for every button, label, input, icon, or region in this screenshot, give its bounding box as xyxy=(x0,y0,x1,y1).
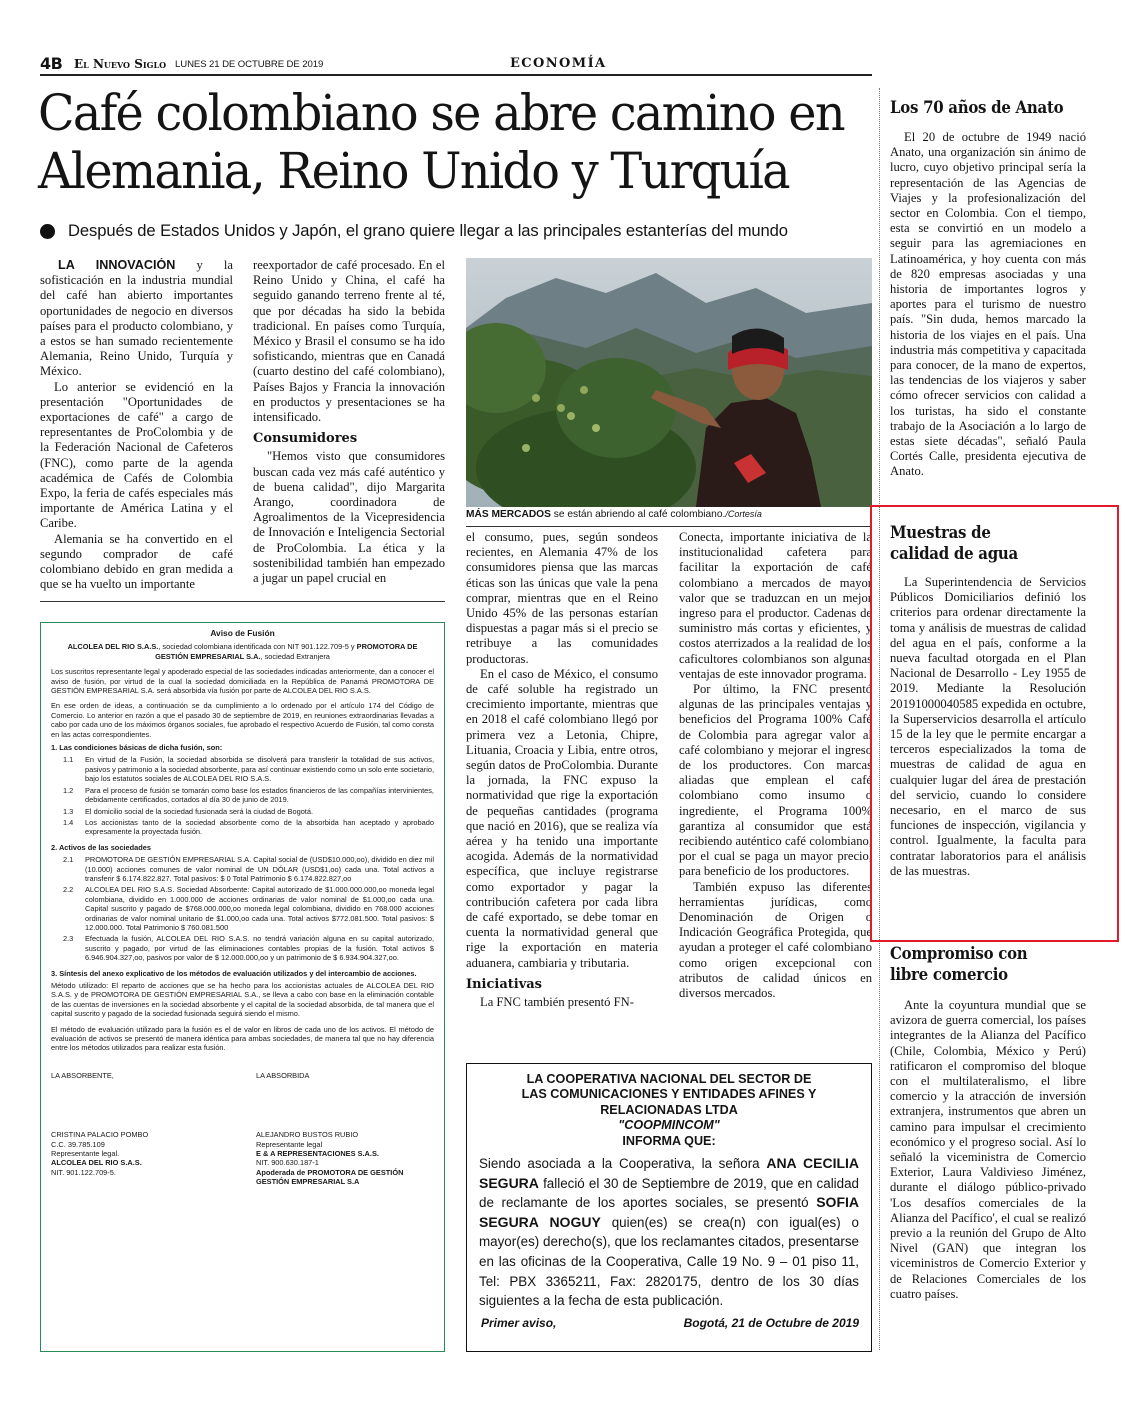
comercio-body xyxy=(890,998,1086,1350)
coop-line-3: RELACIONADAS LTDA xyxy=(600,1102,738,1117)
notice-item-text: Los accionistas tanto de la sociedad absorbente como de la absorbida han aceptado y aprobado expresamente la proyectada fusión. xyxy=(85,817,434,837)
notice-section-1-title: 1. Las condiciones básicas de dicha fusión, son: xyxy=(51,743,223,753)
deck-text: Después de Estados Unidos y Japón, el grano quiere llegar a las principales estanterías del mundo xyxy=(68,221,788,240)
coop-text-2: falleció el 30 de Septiembre de 2019, que en calidad de reclamante de los aportes sociales, se presentó xyxy=(479,1175,859,1211)
coffee-picker-image xyxy=(466,258,872,507)
column-rule xyxy=(466,526,872,527)
agua-title-line-1: Muestras de xyxy=(890,523,991,543)
anato-title: Los 70 años de Anato xyxy=(890,98,1064,118)
deck xyxy=(40,221,880,243)
signature-line: NIT. 900.630.187-1 xyxy=(256,1158,319,1168)
signature-left xyxy=(51,1130,256,1186)
newspaper-name: El Nuevo Siglo xyxy=(74,57,167,71)
sig-left-label: LA ABSORBENTE, xyxy=(51,1070,114,1080)
notice-intro-2: , sociedad Extranjera xyxy=(260,651,330,661)
notice-intro-1: , sociedad colombiana identificada con NIT 901.122.709-5 y xyxy=(158,642,357,652)
col2-paragraph-1: reexportador de café procesado. En el Reino Unido y China, el café ha seguido ganando terreno frente al té, que por décadas ha sido la bebida tradicional. En países como Turquía, México y Brasil el consumo se ha ido sofisticando, mientras que en Canadá (cuarto destino del café colombiano), Países Bajos y Francia la innovación en productos y presentaciones se ha intensificado. xyxy=(253,258,445,425)
notice-section-2-list xyxy=(51,855,434,962)
notice-item-number: 1.2 xyxy=(63,785,74,795)
col2-paragraph-2: "Hemos visto que consumidores buscan cada vez más café auténtico y de buena calidad", dijo Margarita Arango, coordinadora de Agroalimentos de la Vicepresidencia de Innovación e Inteligencia Sectorial de ProColombia. La ética y la sostenibilidad también han empezado a jugar un papel crucial en xyxy=(253,449,445,586)
deck-bullet-icon xyxy=(40,224,55,239)
notice-list-item xyxy=(51,807,434,816)
coopmincom-notice xyxy=(466,1063,872,1352)
col4-paragraph-3: También expuso las diferentes herramientas jurídicas, como Denominación de Origen o Indicación Geográfica Protegida, que ayudan a proteger el café colombiano como origen excepcional con atributos de calidad únicos en diversos mercados. xyxy=(679,879,872,1001)
sidebar-anato xyxy=(890,98,1086,500)
notice-company-1: ALCOLEA DEL RIO S.A.S. xyxy=(67,642,159,652)
notice-paragraph-4: El método de evaluación utilizado para la fusión es el de valor en libros de cada uno de los activos. El método de evaluación de activos se presentó de manera idéntica para ambas sociedades, de manera tal que no hay diferencia entre los métodos utilizados para realizar esta fusión. xyxy=(51,1024,434,1053)
signature-line: Representante legal xyxy=(256,1139,323,1149)
coop-text-3: quien(es) se crea(n) con igual(es) o mayor(es) derecho(s), que los reclamantes citados, presentarse en las oficinas de la Cooperativa, Calle 19 No. 9 – 01 piso 11, Tel: PBX 3365211, Fax: 2820175, dentro de los 30 días siguientes a la fecha de esta publicación. xyxy=(479,1214,860,1309)
notice-item-number: 1.3 xyxy=(63,806,74,816)
coop-footer-left: Primer aviso, xyxy=(481,1315,557,1330)
signature-line: GESTIÓN EMPRESARIAL S.A xyxy=(256,1177,360,1187)
signature-line: C.C. 39.785.109 xyxy=(51,1139,105,1149)
notice-item-text: Para el proceso de fusión se tomarán como base los estados financieros de las compañías intervinientes, debidamente certificados, cortados al día 30 de junio de 2019. xyxy=(85,785,434,805)
signature-right xyxy=(256,1130,403,1186)
notice-paragraph-3: Método utilizado: El reparto de acciones que se ha hecho para los accionistas actuales de ALCOLEA DEL RIO S.A.S. y de PROMOTORA DE GESTIÓN EMPRESARIAL S.A., se lleva a cabo con base en la eliminación contable de las cuentas de inversiones en la sociedad absorbente y el capital de la sociedad absorbida, de tal manera que el capital suscrito y pagado de la sociedad fusionada seguirá siendo el mismo. xyxy=(51,981,434,1019)
page-number: 4B xyxy=(40,54,63,73)
article-column-4 xyxy=(679,530,872,1045)
col3-paragraph-3: La FNC también presentó FN- xyxy=(480,995,634,1010)
notice-paragraph-1: Los suscritos representante legal y apoderado especial de las sociedades indicadas anteriormente, dan a conocer el aviso de fusión, por virtud de la cual la sociedad domiciliada en la República de Panamá PROMOTORA DE GESTIÓN EMPRESARIAL S.A. será absorbida vía fusión por parte de ALCOLEA DEL RIO S.A.S. xyxy=(51,667,434,696)
anato-paragraph: El 20 de octubre de 1949 nació Anato, una organización sin ánimo de lucro, cuyo objetivo principal sería la representación de las Agencias de Viajes y la profesionalización del sector en Colombia. Con el tiempo, esta se convirtió en un modelo a seguir para las agremiaciones en Latinoamérica, y hoy cuenta con más de 820 empresas asociadas y una historia de importantes logros y aportes para el turismo de nuestro país. "Sin duda, hemos marcado la historia de los viajes en el país. Una industria más competitiva y capacitada para conocer, de la mano de expertos, las tendencias de los viajeros y saber cómo ofrecer servicios con calidad a los turistas, ha sido el constante trabajo de la Asociación a lo largo de estas siete décadas", señaló Paula Cortés Calle, presidenta ejecutiva de Anato. xyxy=(890,130,1086,479)
signature-line: ALEJANDRO BUSTOS RUBIO xyxy=(256,1130,359,1140)
sig-right-label: LA ABSORBIDA xyxy=(256,1070,310,1080)
agua-body xyxy=(890,575,1086,925)
notice-item-text: Efectuada la fusión, ALCOLEA DEL RIO S.A.S. no tendrá variación alguna en su capital autorizado, suscrito y pagado, por virtud de las eliminaciones contables propias de la fusión. Total activos $ 6.946.904.327,oo, pasivos por valor de $ 12.000.000,oo y un patrimonio de $ 6.934.904.327,oo. xyxy=(85,934,434,963)
comercio-title-line-2: libre comercio xyxy=(890,965,1008,985)
coop-informa: INFORMA QUE: xyxy=(622,1133,716,1148)
column-rule xyxy=(40,601,445,602)
col1-paragraph-3: Alemania se ha convertido en el segundo comprador de café colombiano debido en gran medida a que se ha vuelto un importante xyxy=(40,531,233,592)
page-header xyxy=(40,53,872,75)
article-lead: LA INNOVACIÓN xyxy=(58,258,176,272)
coop-name: "COOPMINCOM" xyxy=(618,1118,720,1133)
coop-body xyxy=(479,1154,859,1311)
notice-section-1-list xyxy=(51,755,434,836)
subhead-iniciativas: Iniciativas xyxy=(466,976,542,992)
col1-paragraph-1: y la sofisticación en la industria mundial del café han abierto importantes oportunidades de negocio en diversos países para el producto colombiano, y a estos se han sumado recientemente Alemania, Reino Unido, Turquía y México. xyxy=(40,258,233,379)
coop-line-1: LA COOPERATIVA NACIONAL DEL SECTOR DE xyxy=(526,1072,812,1086)
photo-caption xyxy=(466,509,872,520)
signature-line: Apoderada de PROMOTORA DE GESTIÓN xyxy=(256,1167,404,1177)
coop-footer xyxy=(479,1316,859,1330)
headline xyxy=(38,84,844,200)
notice-item-text: PROMOTORA DE GESTIÓN EMPRESARIAL S.A. Capital social de (USD$10.000,oo), dividido en diez mil (10.000) acciones comunes de valor nominal de UN DÓLAR (USD$1,oo) cada una. Total activos a transferir $ 6.174.822.827. Total pasivos: $ 0 Total Patrimonio $ 6.174.822.827,oo xyxy=(85,855,434,883)
notice-item-number: 2.2 xyxy=(63,885,74,895)
comercio-paragraph: Ante la coyuntura mundial que se avizora de guerra comercial, los países integrantes de la Alianza del Pacífico (Chile, Colombia, México y Perú) ratificaron el compromiso del bloque con el multilateralismo, el libre comercio y la atracción de inversión extranjera, instrumentos que abren un camino para impulsar el crecimiento económico y el progreso social. Así lo señaló la viceministra de Comercio Exterior, Laura Valdivieso Jiménez, durante el diálogo público-privado 'Los desafíos comerciales de la Alianza del Pacífico', el cual se realizó previo a la reunión del Grupo de Alto Nivel (GAN) que integran los viceministros de Comercio Exterior y de Relaciones Comerciales de los cuatro países. xyxy=(890,998,1086,1301)
notice-paragraph-2: En ese orden de ideas, a continuación se da cumplimiento a lo ordenado por el artículo 174 del Código de Comercio. Lo anterior en razón a que el pasado 30 de septiembre de 2019, en reuniones extraordinarias llevadas a cabo por cada uno de los máximos órganos sociales, fue aprobado el respectivo Acuerdo de Fusión, tal como consta en las actas correspondientes. xyxy=(51,701,434,739)
notice-list-item xyxy=(51,855,434,883)
comercio-title-line-1: Compromiso con xyxy=(890,944,1028,964)
notice-item-text: El domicilio social de la sociedad fusionada será la ciudad de Bogotá. xyxy=(85,806,314,816)
notice-section-3-title: 3. Síntesis del anexo explicativo de los métodos de evaluación utilizados y del intercambio de acciones. xyxy=(51,968,417,978)
sidebar-comercio xyxy=(890,944,1086,1350)
signature-line: ALCOLEA DEL RIO S.A.S. xyxy=(51,1158,142,1168)
header-date: LUNES 21 DE OCTUBRE DE 2019 xyxy=(175,59,324,70)
signature-line: CRISTINA PALACIO POMBO xyxy=(51,1130,149,1140)
notice-list-item xyxy=(51,885,434,932)
notice-item-text: En virtud de la Fusión, la sociedad absorbida se disolverá para transferir la totalidad de sus activos, pasivos y patrimonio a la sociedad absorbente, para así continuar existiendo como un solo ente societario, bajo los estatutos sociales de ALCOLEA DEL RIO S.A.S. xyxy=(85,755,434,784)
notice-list-item xyxy=(51,755,434,783)
coffee-photo xyxy=(466,258,872,507)
section-name: ECONOMÍA xyxy=(510,56,607,71)
col3-paragraph-1: el consumo, pues, según sondeos recientes, en Alemania 47% de los consumidores piensa que las marcas éticas son las únicas que vale la pena comprar, mientras que en el Reino Unido 45% de las personas estarían dispuestas a pagar más si el precio se retribuye a las comunidades productoras. xyxy=(466,530,658,666)
headline-line-2: Alemania, Reino Unido y Turquía xyxy=(38,142,789,200)
notice-list-item xyxy=(51,818,434,837)
photo-caption-text: se están abriendo al café colombiano. xyxy=(550,509,726,520)
signature-line: E & A REPRESENTACIONES S.A.S. xyxy=(256,1149,379,1159)
signature-line: Representante legal. xyxy=(51,1149,120,1159)
agua-title xyxy=(890,523,1092,565)
notice-item-number: 2.1 xyxy=(63,855,74,865)
sidebar-agua xyxy=(890,523,1086,925)
headline-line-1: Café colombiano se abre camino en xyxy=(38,84,844,142)
notice-title: Aviso de Fusión xyxy=(210,628,275,638)
col1-paragraph-2: Lo anterior se evidenció en la presentación "Oportunidades de exportaciones de café" a cargo de representantes de ProColombia y de la Federación Nacional de Cafeteros (FNC), como parte de la agenda académica de Cafés de Colombia Expo, la feria de cafés especiales más importante de América Latina y el Caribe. xyxy=(40,379,233,531)
photo-credit: /Cortesía xyxy=(725,509,762,519)
col4-paragraph-2: Por último, la FNC presentó algunas de las principales ventajas y beneficios del Programa 100% Café de Colombia para agregar valor al café colombiano y mejorar el ingreso de los productores. Con marcas aliadas que emplean el café colombiano como insumo o ingrediente, el Programa 100% garantiza al consumidor que está recibiendo auténtico café colombiano, por el cual se paga un mayor precio, para beneficio de los productores. xyxy=(679,682,872,879)
comercio-title xyxy=(890,944,1092,986)
notice-signatures xyxy=(51,1130,434,1186)
notice-item-number: 1.4 xyxy=(63,817,74,827)
notice-list-item xyxy=(51,934,434,962)
notice-item-number: 1.1 xyxy=(63,755,74,765)
agua-title-line-2: calidad de agua xyxy=(890,544,1018,564)
coop-footer-right: Bogotá, 21 de Octubre de 2019 xyxy=(683,1315,859,1330)
agua-paragraph: La Superintendencia de Servicios Públicos Domiciliarios definió los criterios para ordenar directamente la toma y análisis de muestras de calidad del agua en el país, conforme a la nueva facultad otorgada en el Plan Nacional de Desarrollo - Ley 1955 de 2019. Mediante la Resolución 20191000040585 expedida en octubre, la Superservicios desarrolla el artículo 15 de la ley que le permite encargar a terceros especializados la toma de muestras de calidad de agua en cualquier lugar del área de prestación del servicio, cuando lo considere necesario, en el marco de sus funciones de inspección, vigilancia y control. Igualmente, la faculta para contratar laboratorios para el análisis de las muestras. xyxy=(890,575,1086,878)
coop-line-2: LAS COMUNICACIONES Y ENTIDADES AFINES Y xyxy=(521,1087,817,1102)
header-rule xyxy=(40,74,872,76)
notice-item-number: 2.3 xyxy=(63,934,74,944)
photo-caption-bold: MÁS MERCADOS xyxy=(466,509,551,520)
coop-claimant-name: SOFIA SEGURA NOGUY xyxy=(479,1194,859,1230)
anato-body xyxy=(890,130,1086,500)
notice-item-text: ALCOLEA DEL RIO S.A.S. Sociedad Absorbente: Capital autorizado de $1.000.000.000,oo moneda legal colombiana, dividido en 1.000.000 de acciones ordinarias de valor nominal de $1.000,oo cada una. Capital suscrito y pagado de $768.000.000,oo moneda legal colombiana, dividido en 768.000 acciones ordinarias de valor nominal unitario de $1.000,oo cada una. Total activos $772.081.500. Total pasivos: $ 12.000.000. Total Patrimonio $ 760.081.500 xyxy=(85,885,434,932)
col4-paragraph-1: Conecta, importante iniciativa de la institucionalidad cafetera para facilitar la exportación de café colombiano a mercados de mayor valor que se traduzcan en un mejor ingreso para el productor. Cadenas de suministro más cortas y eficientes, y costos aterrizados a la realidad de los caficultores colombianos son algunas ventajas de este innovador programa. xyxy=(679,530,872,681)
coop-deceased-name: ANA CECILIA SEGURA xyxy=(479,1155,860,1191)
notice-signature-labels xyxy=(51,1071,434,1080)
notice-company-2: PROMOTORA DE GESTIÓN EMPRESARIAL S.A. xyxy=(155,642,418,661)
coop-text-1: Siendo asociada a la Cooperativa, la señora xyxy=(479,1156,767,1172)
col3-paragraph-2: En el caso de México, el consumo de café soluble ha registrado un crecimiento importante, mientras que en 2018 el café colombiano llegó por primera vez a Letonia, Chipre, Lituania, Croacia y Libia, entre otros, según datos de ProColombia. Durante la jornada, la FNC expuso la normatividad que rige la exportación de pequeñas cantidades (programa que nació en 2016), que se realiza vía aérea y ha tenido una importante acogida. Además de la normatividad específica, que incluye registrarse como exportador y pagar la contribución cafetera por cada libra de café exportado, se debe tomar en cuenta la normatividad general que rige la exportación en materia aduanera, cambiaria y tributaria. xyxy=(466,666,658,970)
coop-header xyxy=(479,1072,859,1149)
article-column-3 xyxy=(466,530,658,1045)
article-column-2 xyxy=(253,258,445,598)
subhead-consumidores: Consumidores xyxy=(253,431,358,447)
notice-section-2-title: 2. Activos de las sociedades xyxy=(51,842,151,852)
signature-line: NIT. 901.122.709-5. xyxy=(51,1167,116,1177)
fusion-notice xyxy=(40,622,445,1352)
article-column-1 xyxy=(40,258,233,598)
notice-list-item xyxy=(51,786,434,805)
